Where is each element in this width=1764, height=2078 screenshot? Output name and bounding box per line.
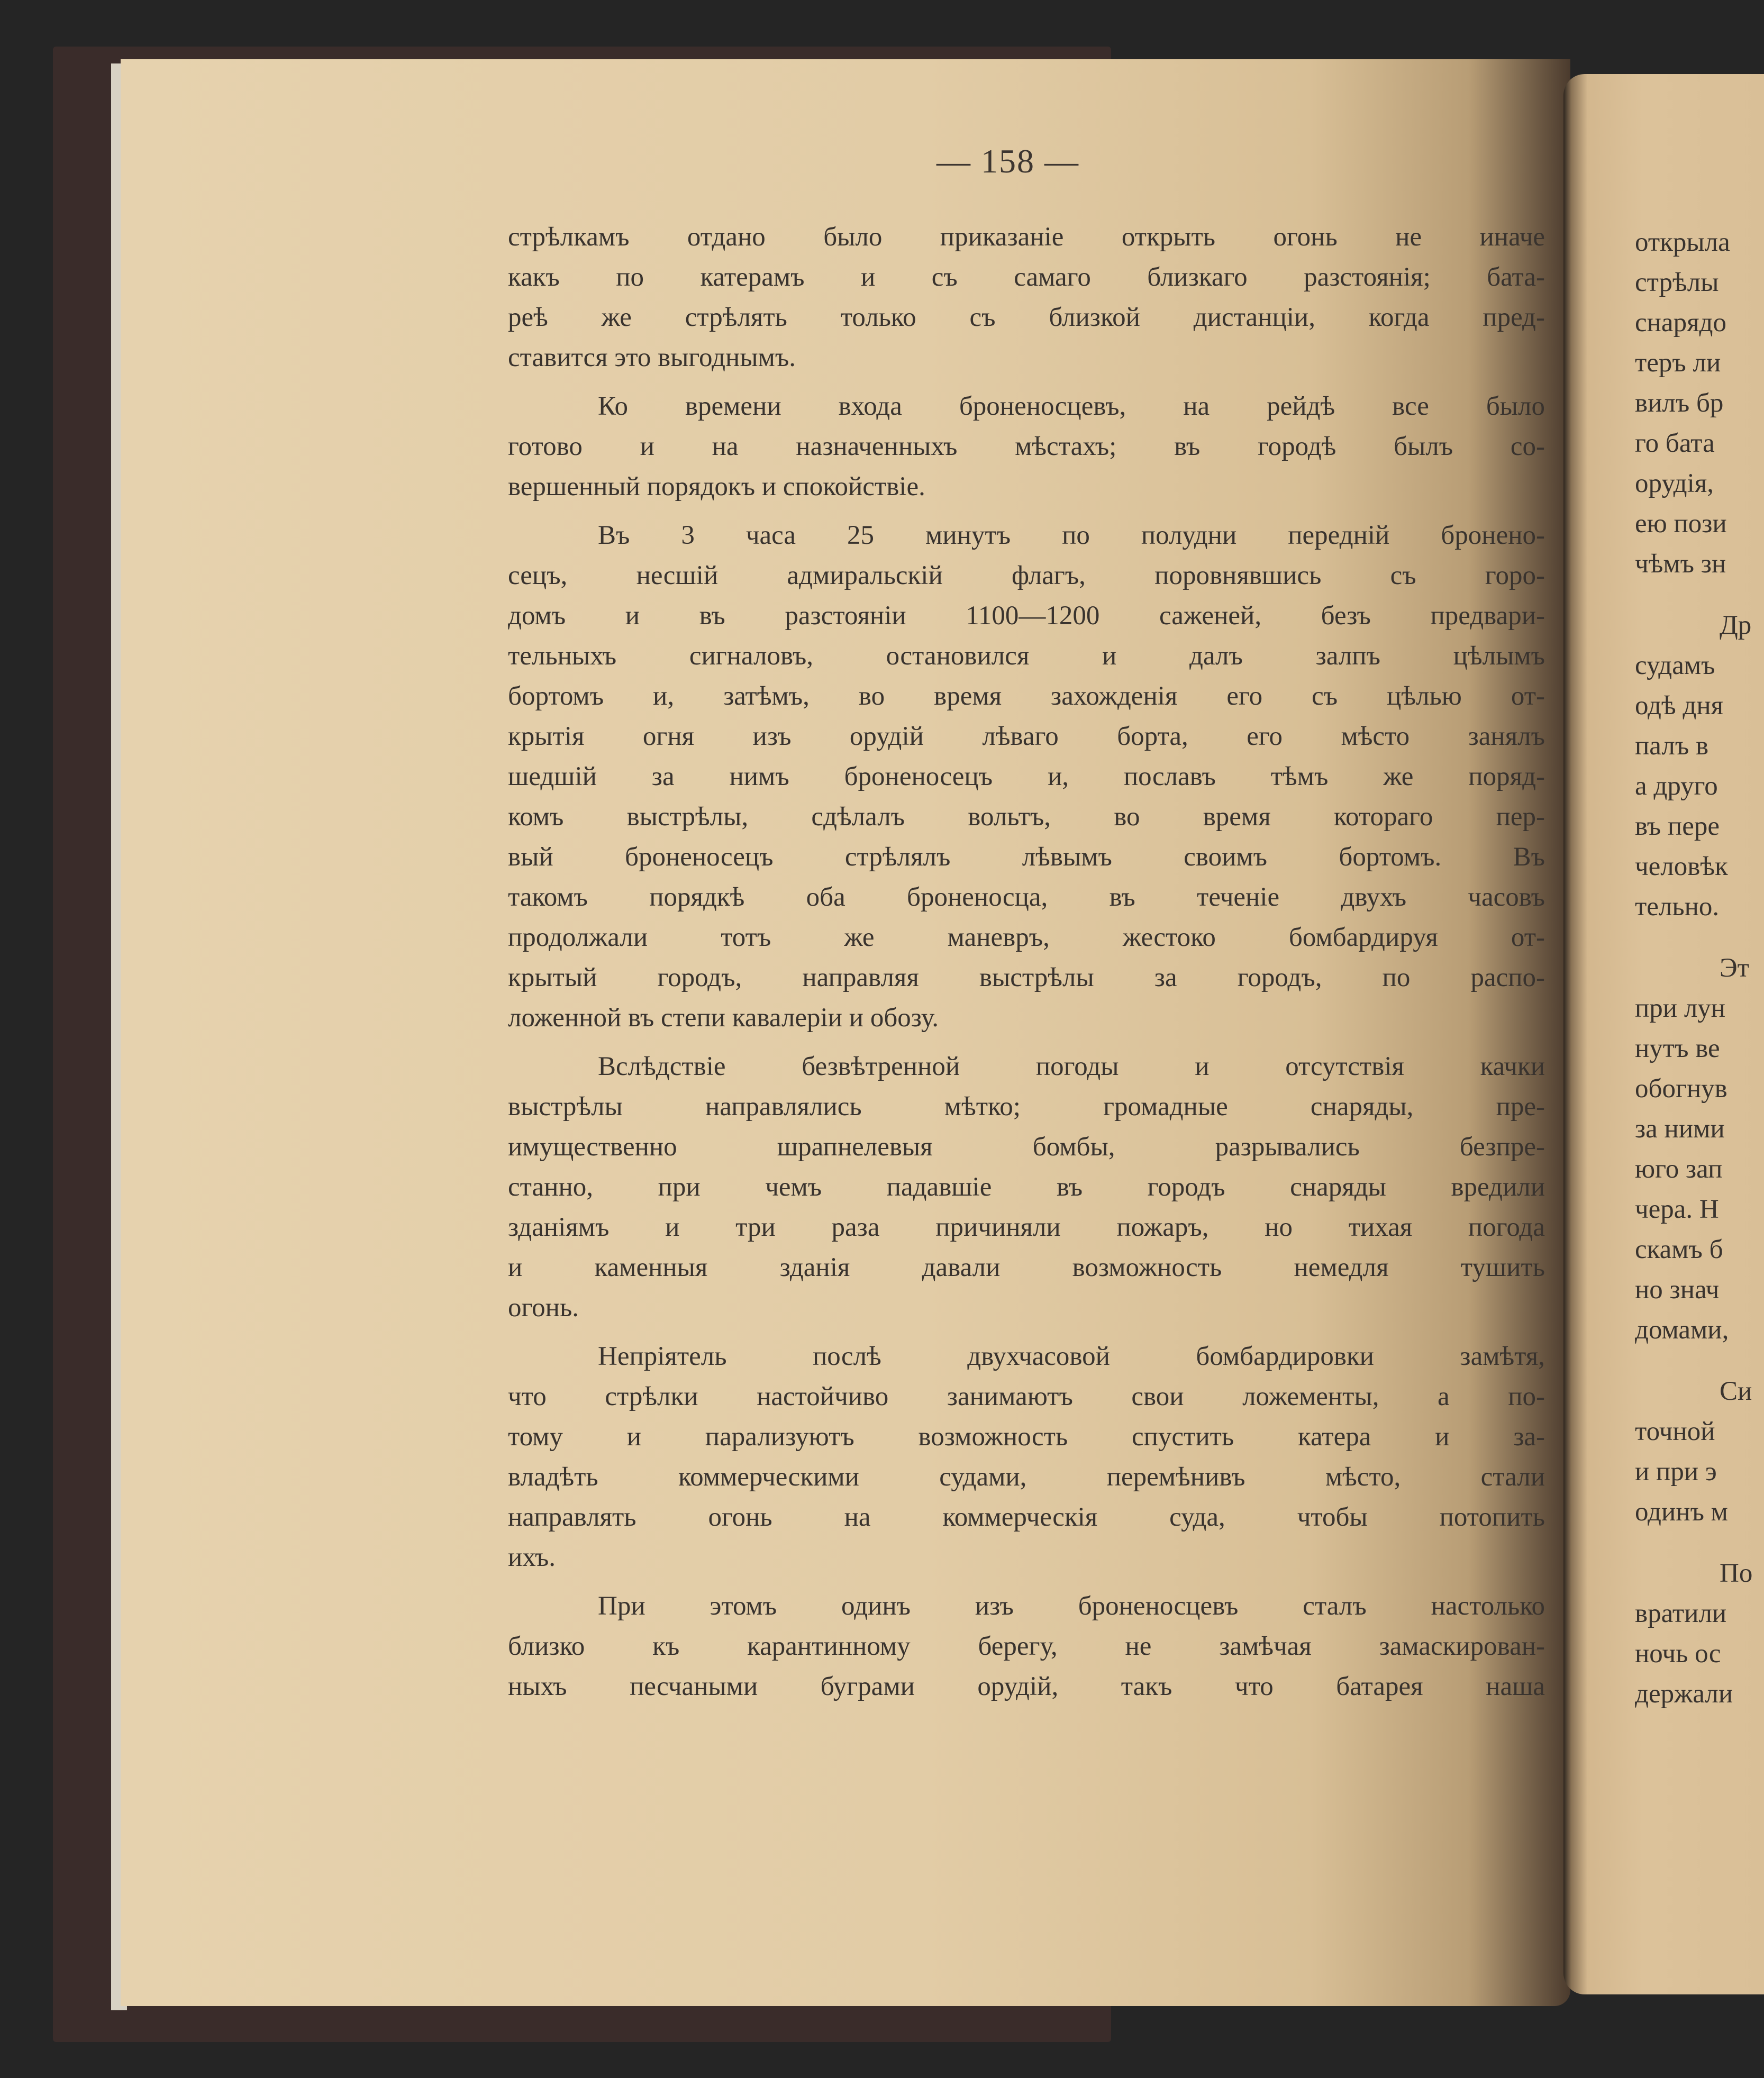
text-line: вратили (1635, 1599, 1727, 1628)
text-line: бортомъ и, затѣмъ, во время захожденія его съ цѣлью от- (508, 681, 1545, 711)
text-line: станно, при чемъ падавшіе въ городъ снаряды вредили (508, 1172, 1545, 1202)
text-line: и каменныя зданія давали возможность немедля тушить (508, 1253, 1545, 1282)
text-line: тельно. (1635, 892, 1720, 922)
paragraph-gap (1635, 1532, 1764, 1553)
paragraph-gap (1635, 1350, 1764, 1371)
text-line: вый броненосецъ стрѣлялъ лѣвымъ своимъ бортомъ. Въ (508, 842, 1545, 872)
text-line: При этомъ одинъ изъ броненосцевъ сталъ настолько (598, 1591, 1545, 1621)
text-line: зданіямъ и три раза причиняли пожаръ, но тихая погода (508, 1213, 1545, 1242)
text-line: домъ и въ разстояніи 1100—1200 саженей, безъ предвари- (508, 601, 1545, 631)
text-line: а друго (1635, 771, 1718, 801)
text-line: стрѣлы (1635, 268, 1719, 297)
text-line: за ними (1635, 1114, 1725, 1144)
text-line: готово и на назначенныхъ мѣстахъ; въ городѣ былъ со- (508, 432, 1545, 461)
text-line: человѣк (1635, 852, 1728, 881)
text-line: владѣть коммерческими судами, перемѣнивъ мѣсто, стали (508, 1462, 1545, 1492)
paragraph-gap (508, 1578, 1545, 1586)
text-line: продолжали тотъ же маневръ, жестоко бомбардируя от- (508, 923, 1545, 952)
text-line: юго зап (1635, 1154, 1723, 1184)
text-line: судамъ (1635, 651, 1715, 680)
text-line: и при э (1635, 1457, 1717, 1487)
text-line: тельныхъ сигналовъ, остановился и далъ залпъ цѣлымъ (508, 641, 1545, 671)
text-line: чера. Н (1635, 1195, 1719, 1224)
text-line: Непріятель послѣ двухчасовой бомбардировки замѣтя, (598, 1342, 1545, 1371)
paragraph-gap (508, 507, 1545, 515)
paragraph-gap (1635, 927, 1764, 948)
text-line: Эт (1720, 953, 1749, 983)
paragraph-gap (1635, 584, 1764, 605)
text-line: ею пози (1635, 509, 1727, 539)
text-line: Вслѣдствіе безвѣтренной погоды и отсутствія качки (598, 1052, 1545, 1081)
text-line: но знач (1635, 1275, 1720, 1305)
text-line: одѣ дня (1635, 691, 1724, 721)
left-page-text (508, 217, 1545, 1707)
paragraph-gap (508, 1038, 1545, 1046)
right-page-text (1635, 222, 1764, 1714)
text-line: домами, (1635, 1315, 1729, 1345)
text-line: сецъ, несшій адмиральскій флагъ, поровнявшись съ горо- (508, 561, 1545, 590)
text-line: держали (1635, 1679, 1733, 1709)
text-line: такомъ порядкѣ оба броненосца, въ теченіе двухъ часовъ (508, 882, 1545, 912)
text-line: нутъ ве (1635, 1034, 1720, 1063)
text-line: ныхъ песчаными буграми орудій, такъ что батарея наша (508, 1672, 1545, 1701)
text-line: чѣмъ зн (1635, 549, 1726, 579)
text-line: ихъ. (508, 1543, 556, 1572)
text-line: направлять огонь на коммерческія суда, чтобы потопить (508, 1502, 1545, 1532)
text-line: вершенный порядокъ и спокойствіе. (508, 472, 925, 502)
text-line: крытія огня изъ орудій лѣваго борта, его мѣсто занялъ (508, 722, 1545, 751)
text-line: Въ 3 часа 25 минутъ по полудни передній броненo- (598, 521, 1545, 550)
text-line: выстрѣлы направлялись мѣтко; громадные снаряды, пре- (508, 1092, 1545, 1122)
text-line: шедшій за нимъ броненосецъ и, пославъ тѣмъ же поряд- (508, 762, 1545, 791)
text-line: близко къ карантинному берегу, не замѣчая замаскирован- (508, 1632, 1545, 1661)
paragraph-gap (508, 378, 1545, 386)
text-line: при лун (1635, 994, 1726, 1023)
text-line: орудія, (1635, 469, 1714, 498)
text-line: го бата (1635, 429, 1715, 458)
text-line: ложенной въ степи кавалеріи и обозу. (508, 1003, 939, 1033)
paragraph-gap (508, 1328, 1545, 1336)
text-line: точной (1635, 1417, 1715, 1446)
text-line: снарядо (1635, 308, 1726, 338)
text-line: тому и парализуютъ возможность спустить катера и за- (508, 1422, 1545, 1452)
text-line: реѣ же стрѣлять только съ близкой дистанціи, когда пред- (508, 303, 1545, 332)
text-line: вилъ бр (1635, 388, 1724, 418)
text-line: ночь ос (1635, 1639, 1721, 1669)
text-line: палъ в (1635, 731, 1709, 761)
text-line: Ко времени входа броненосцевъ, на рейдѣ все было (598, 391, 1545, 421)
text-line: теръ ли (1635, 348, 1721, 378)
page-number: — 158 — (936, 142, 1079, 180)
text-line: Си (1720, 1377, 1752, 1406)
text-line: въ пере (1635, 812, 1720, 841)
text-line: стрѣлкамъ отдано было приказаніе открыть огонь не иначе (508, 222, 1545, 252)
text-line: имущественно шрапнелевыя бомбы, разрывались безпре- (508, 1132, 1545, 1162)
text-line: одинъ м (1635, 1497, 1728, 1527)
text-line: крытый городъ, направляя выстрѣлы за городъ, по распо- (508, 963, 1545, 992)
text-line: обогнув (1635, 1074, 1727, 1104)
text-line: что стрѣлки настойчиво занимаютъ свои ложементы, а по- (508, 1382, 1545, 1411)
text-line: комъ выстрѣлы, сдѣлалъ вольтъ, во время котораго пер- (508, 802, 1545, 832)
text-line: По (1720, 1558, 1753, 1588)
text-line: ставится это выгоднымъ. (508, 343, 796, 372)
text-line: огонь. (508, 1293, 579, 1323)
text-line: скамъ б (1635, 1235, 1723, 1264)
text-line: какъ по катерамъ и съ самаго близкаго разстоянія; бата- (508, 262, 1545, 292)
text-line: Др (1720, 610, 1752, 640)
text-line: открыла (1635, 227, 1730, 257)
